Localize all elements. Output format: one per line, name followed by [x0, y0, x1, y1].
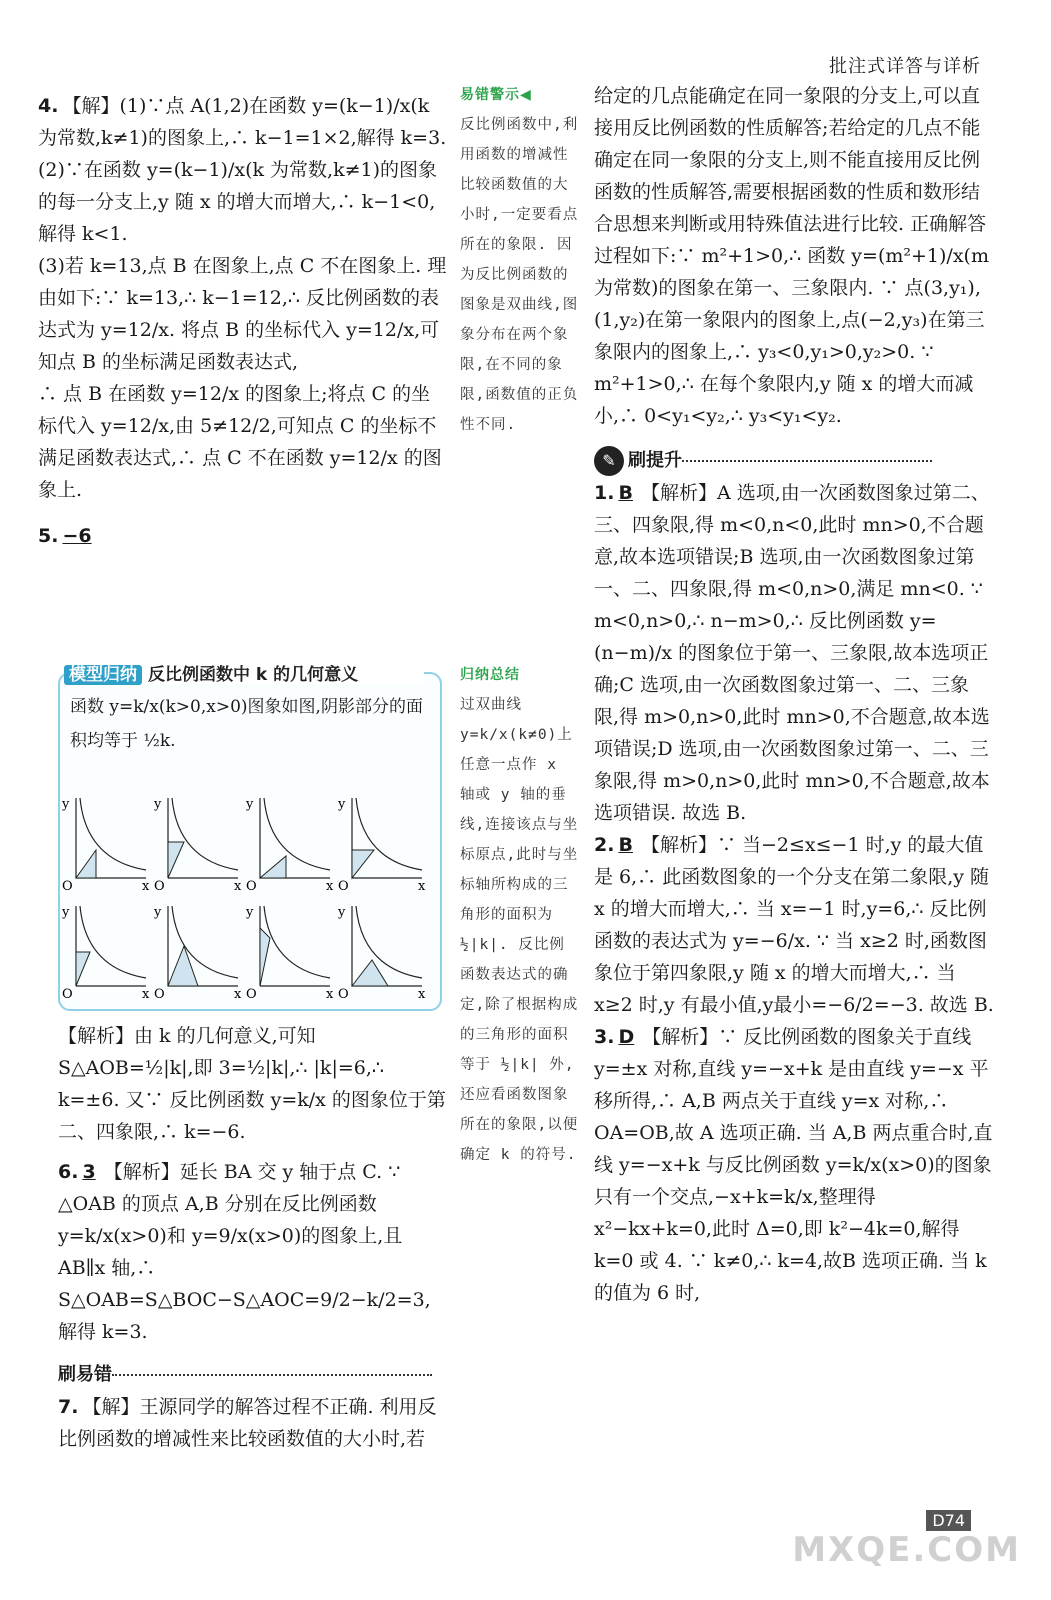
- model-box-text: 函数 y=k/x(k>0,x>0)图象如图,阴影部分的面积均等于 ½k.: [70, 697, 423, 751]
- improve-section-title: 刷提升: [628, 450, 682, 471]
- graph-5: [62, 905, 150, 1000]
- improve-badge-icon: ✎: [594, 446, 624, 476]
- q3-block: 3. D 【解析】∵ 反比例函数的图象关于直线 y=±x 对称,直线 y=−x+k 是由直线 y=−x 平移所得,∴ A,B 两点关于直线 y=x 对称,∴ OA=OB,故 A 选项正确. 当 A,B 两点重合时,直线 y=−x+k 与反比例函数 y=k/x(x>0)的图象只有一个交点,−x+k=k/x,整理得 x²−kx+k=0,此时 Δ=0,即 k²−4k=0,解得 k=0 或 4. ∵ k≠0,∴ k=4,故B 选项正确. 当 k 的值为 6 时,: [594, 1026, 993, 1304]
- page-number: D74: [926, 1510, 971, 1531]
- q4-part1: 4. 【解】(1)∵点 A(1,2)在函数 y=(k−1)/x(k 为常数,k≠1)的图象上,∴ k−1=1×2,解得 k=3.: [38, 95, 447, 149]
- q2-number: 2.: [594, 834, 615, 856]
- graph-5-y: y: [62, 905, 70, 920]
- graph-4: [337, 797, 426, 894]
- graph-7-o: O: [246, 987, 257, 1000]
- q6-answer: 3: [82, 1161, 96, 1183]
- q4-part4: ∴ 点 B 在函数 y=12/x 的图象上;将点 C 的坐标代入 y=12/x,由 5≠12/2,可知点 C 的坐标不满足函数表达式,∴ 点 C 不在函数 y=12/x 的图象上.: [38, 383, 442, 501]
- q5-number: 5.: [38, 525, 59, 547]
- graph-1-o: O: [62, 879, 73, 894]
- graph-4-y: y: [338, 797, 346, 812]
- graph-1-y: y: [62, 797, 70, 812]
- graph-3: [245, 797, 334, 894]
- graph-4-x: x: [418, 879, 426, 894]
- mistake-section-title: 刷易错: [58, 1364, 112, 1385]
- q1-number: 1.: [594, 482, 615, 504]
- side-note-2-title: 归纳总结: [460, 667, 520, 683]
- q7-number: 7.: [58, 1396, 79, 1418]
- q6-number: 6.: [58, 1161, 79, 1183]
- graph-4-o: O: [338, 879, 349, 894]
- q6-block: 6. 3 【解析】延长 BA 交 y 轴于点 C. ∵ △OAB 的顶点 A,B 分别在反比例函数 y=k/x(x>0)和 y=9/x(x>0)的图象上,且 AB∥x 轴,∴ S△OAB=S△BOC−S△AOC=9/2−k/2=3,解得 k=3.: [58, 1161, 431, 1343]
- q4-number: 4.: [38, 95, 59, 117]
- right-column: [594, 80, 994, 1309]
- graph-6-o: O: [154, 987, 165, 1000]
- page-header: 批注式详答与详析: [829, 56, 981, 77]
- graph-2-o: O: [154, 879, 165, 894]
- q4-part2: (2)∵在函数 y=(k−1)/x(k 为常数,k≠1)的图象的每一分支上,y 随 x 的增大而增大,∴ k−1<0,解得 k<1.: [38, 159, 438, 245]
- graph-3-x: x: [326, 879, 334, 894]
- q2-answer: B: [618, 834, 633, 856]
- side-note-2-text: 过双曲线 y=k/x(k≠0)上任意一点作 x 轴或 y 轴的垂线,连接该点与坐标原点,此时与坐标轴所构成的三角形的面积为 ½|k|. 反比例函数表达式的确定,除了根据构成的三角形的面积等于 ½|k| 外,还应看函数图象所在的象限,以便确定 k 的符号.: [460, 697, 579, 1163]
- graph-8-o: O: [338, 987, 349, 1000]
- graph-7-y: y: [246, 905, 254, 920]
- q3-answer: D: [618, 1026, 635, 1048]
- graph-6: [153, 905, 242, 1000]
- q7-continued: 给定的几点能确定在同一象限的分支上,可以直接用反比例函数的性质解答;若给定的几点不能确定在同一象限的分支上,则不能直接用反比例函数的性质解答,需要根据函数的性质和数形结合思想来判断或用特殊值法进行比较. 正确解答过程如下:∵ m²+1>0,∴ 函数 y=(m²+1)/x(m 为常数)的图象在第一、三象限内. ∵ 点(3,y₁),(1,y₂)在第一象限内的图象上,点(−2,y₃)在第三象限内的图象上,∴ y₃<0,y₁>0,y₂>0. ∵ m²+1>0,∴ 在每个象限内,y 随 x 的增大而减小,∴ 0<y₁<y₂,∴ y₃<y₁<y₂.: [594, 85, 989, 427]
- side-notes-bottom: [460, 660, 580, 1170]
- side-note-1-text: 反比例函数中,利用函数的增减性比较函数值的大小时,一定要看点所在的象限. 因为反比例函数的图象是双曲线,图象分布在两个象限,在不同的象限,函数值的正负性不同.: [460, 117, 579, 433]
- graph-7: [245, 905, 334, 1000]
- side-notes-top: [460, 80, 580, 440]
- graph-3-o: O: [246, 879, 257, 894]
- q1-answer: B: [618, 482, 633, 504]
- graph-5-o: O: [62, 987, 73, 1000]
- q5-analysis: 【解析】由 k 的几何意义,可知 S△AOB=½|k|,即 3=½|k|,∴ |k|=6,∴ k=±6. 又∵ 反比例函数 y=k/x 的图象位于第二、四象限,∴ k=−6.: [58, 1025, 446, 1143]
- model-label: 模型归纳: [64, 665, 142, 685]
- graph-8-x: x: [418, 987, 426, 1000]
- graph-6-y: y: [154, 905, 162, 920]
- left-column: [38, 90, 448, 552]
- model-box-title: 模型归纳 反比例函数中 k 的几何意义: [64, 660, 424, 684]
- q7-block: 7. 【解】王源同学的解答过程不正确. 利用反比例函数的增减性来比较函数值的大小时,若: [58, 1396, 437, 1450]
- q1-block: 1. B 【解析】A 选项,由一次函数图象过第二、三、四象限,得 m<0,n<0,此时 mn>0,不合题意,故本选项错误;B 选项,由一次函数图象过第一、二、四象限,得 m<0,n>0,满足 mn<0. ∵ m<0,n>0,∴ n−m>0,∴ 反比例函数 y=(n−m)/x 的图象位于第一、三象限,故本选项正确;C 选项,由一次函数图象过第一、二、三象限,得 m>0,n>0,此时 mn>0,不合题意,故本选项错误;D 选项,由一次函数图象过第一、二、三象限,得 m>0,n>0,此时 mn>0,不合题意,故本选项错误. 故选 B.: [594, 482, 990, 824]
- q5-answer: −6: [62, 525, 92, 547]
- graph-1-x: x: [142, 879, 150, 894]
- q4-part3: (3)若 k=13,点 B 在图象上,点 C 不在图象上. 理由如下:∵ k=13,∴ k−1=12,∴ 反比例函数的表达式为 y=12/x. 将点 B 的坐标代入 y=12/x,可知点 B 的坐标满足函数表达式,: [38, 255, 447, 373]
- q5-analysis-block: [58, 1020, 448, 1455]
- side-note-1-title: 易错警示◀: [460, 87, 532, 103]
- mistake-section: [58, 1358, 448, 1391]
- hyperbola-graphs: [62, 790, 432, 1000]
- graph-1: [62, 797, 150, 894]
- graph-3-y: y: [246, 797, 254, 812]
- graph-6-x: x: [234, 987, 242, 1000]
- graph-2-x: x: [234, 879, 242, 894]
- q5-header: [38, 520, 448, 552]
- improve-dots: [682, 460, 932, 462]
- graph-2-y: y: [154, 797, 162, 812]
- improve-section: [594, 444, 994, 477]
- watermark: MXQE.COM: [792, 1530, 1021, 1570]
- q3-number: 3.: [594, 1026, 615, 1048]
- mistake-dots: [112, 1374, 432, 1376]
- graph-8: [337, 905, 426, 1000]
- graph-8-y: y: [338, 905, 346, 920]
- graph-2: [153, 797, 242, 894]
- graph-5-x: x: [142, 987, 150, 1000]
- q2-block: 2. B 【解析】∵ 当−2≤x≤−1 时,y 的最大值是 6,∴ 此函数图象的一个分支在第二象限,y 随 x 的增大而增大,∴ 当 x=−1 时,y=6,∴ 反比例函数的表达式为 y=−6/x. ∵ 当 x≥2 时,函数图象位于第四象限,y 随 x 的增大而增大,∴ 当 x≥2 时,y 有最小值,y最小=−6/2=−3. 故选 B.: [594, 834, 994, 1016]
- graph-7-x: x: [326, 987, 334, 1000]
